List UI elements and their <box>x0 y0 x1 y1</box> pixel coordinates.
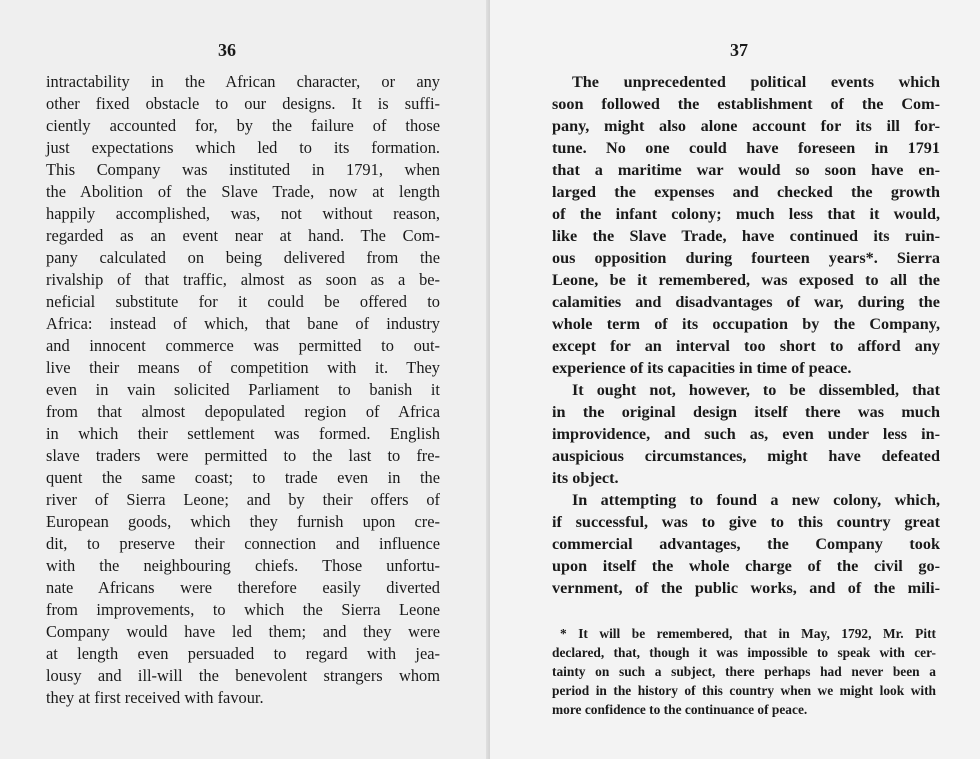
text-line: in which their settlement was formed. English <box>46 424 440 443</box>
text-line: river of Sierra Leone; and by their offers of <box>46 490 440 509</box>
right-page <box>490 0 980 759</box>
text-line: at length even persuaded to regard with jea- <box>46 644 440 663</box>
text-line: ous opposition during fourteen years*. Sierra <box>552 249 940 267</box>
text-line: Africa: instead of which, that bane of industry <box>46 314 440 333</box>
text-line: European goods, which they furnish upon cre- <box>46 512 440 531</box>
text-line: improvidence, and such as, even under less in- <box>552 425 940 443</box>
text-line: Leone, be it remembered, was exposed to all the <box>552 271 940 289</box>
text-line: quent the same coast; to trade even in the <box>46 468 440 487</box>
footnote-line: tainty on such a subject, there perhaps had never been a <box>552 664 936 679</box>
text-line: slave traders were permitted to the last to fre- <box>46 446 440 465</box>
text-line: The unprecedented political events which <box>572 73 940 91</box>
text-line: dit, to preserve their connection and influence <box>46 534 440 553</box>
text-line: intractability in the African character, or any <box>46 72 440 91</box>
text-line: regarded as an event near at hand. The Com- <box>46 226 440 245</box>
left-page-text <box>46 71 440 709</box>
text-line: from that almost depopulated region of Africa <box>46 402 440 421</box>
text-line: vernment, of the public works, and of the mili- <box>552 579 940 597</box>
text-line: lousy and ill-will the benevolent strangers whom <box>46 666 440 685</box>
text-line: rivalship of that traffic, almost as soon as a be- <box>46 270 440 289</box>
text-line: larged the expenses and checked the growth <box>552 183 940 201</box>
text-line: like the Slave Trade, have continued its ruin- <box>552 227 940 245</box>
text-line: pany calculated on being delivered from the <box>46 248 440 267</box>
footnote-line: declared, that, though it was impossible to speak with cer- <box>552 645 936 660</box>
text-line: auspicious circumstances, might have defeated <box>552 447 940 465</box>
footnote-line: * It will be remembered, that in May, 1792, Mr. Pitt <box>560 626 936 641</box>
text-line: just expectations which led to its formation. <box>46 138 440 157</box>
text-line: the Abolition of the Slave Trade, now at length <box>46 182 440 201</box>
text-line: except for an interval too short to afford any <box>552 337 940 355</box>
text-line: pany, might also alone account for its ill for- <box>552 117 940 135</box>
text-line: in the original design itself there was much <box>552 403 940 421</box>
text-line: Company would have led them; and they were <box>46 622 440 641</box>
text-line: calamities and disadvantages of war, during the <box>552 293 940 311</box>
text-line: This Company was instituted in 1791, when <box>46 160 440 179</box>
right-page-text <box>552 71 940 599</box>
text-line: ciently accounted for, by the failure of those <box>46 116 440 135</box>
text-line: happily accomplished, was, not without reason, <box>46 204 440 223</box>
text-line: whole term of its occupation by the Company, <box>552 315 940 333</box>
footnote-line: more confidence to the continuance of peace. <box>552 702 808 717</box>
text-line: even in vain solicited Parliament to banish it <box>46 380 440 399</box>
text-line: nate Africans were therefore easily diverted <box>46 578 440 597</box>
text-line: from improvements, to which the Sierra Leone <box>46 600 440 619</box>
text-line: other fixed obstacle to our designs. It is suffi- <box>46 94 440 113</box>
text-line: neficial substitute for it could be offered to <box>46 292 440 311</box>
text-line: of the infant colony; much less that it would, <box>552 205 940 223</box>
text-line: they at first received with favour. <box>46 688 264 707</box>
page-number: 36 <box>218 40 236 60</box>
text-line: In attempting to found a new colony, which, <box>572 491 940 509</box>
footnote <box>552 624 936 719</box>
footnote-line: period in the history of this country when we might look with <box>552 683 936 698</box>
text-line: experience of its capacities in time of peace. <box>552 359 852 377</box>
text-line: commercial advantages, the Company took <box>552 535 940 553</box>
text-line: tune. No one could have foreseen in 1791 <box>552 139 940 157</box>
page-number: 37 <box>730 40 748 60</box>
text-line: soon followed the establishment of the Com- <box>552 95 940 113</box>
text-line: It ought not, however, to be dissembled, that <box>572 381 940 399</box>
text-line: and innocent commerce was permitted to out- <box>46 336 440 355</box>
text-line: its object. <box>552 469 619 487</box>
text-line: upon itself the whole charge of the civil go- <box>552 557 940 575</box>
text-line: if successful, was to give to this country great <box>552 513 940 531</box>
text-line: that a maritime war would so soon have en- <box>552 161 940 179</box>
text-line: live their means of competition with it. They <box>46 358 440 377</box>
text-line: with the neighbouring chiefs. Those unfortu- <box>46 556 440 575</box>
